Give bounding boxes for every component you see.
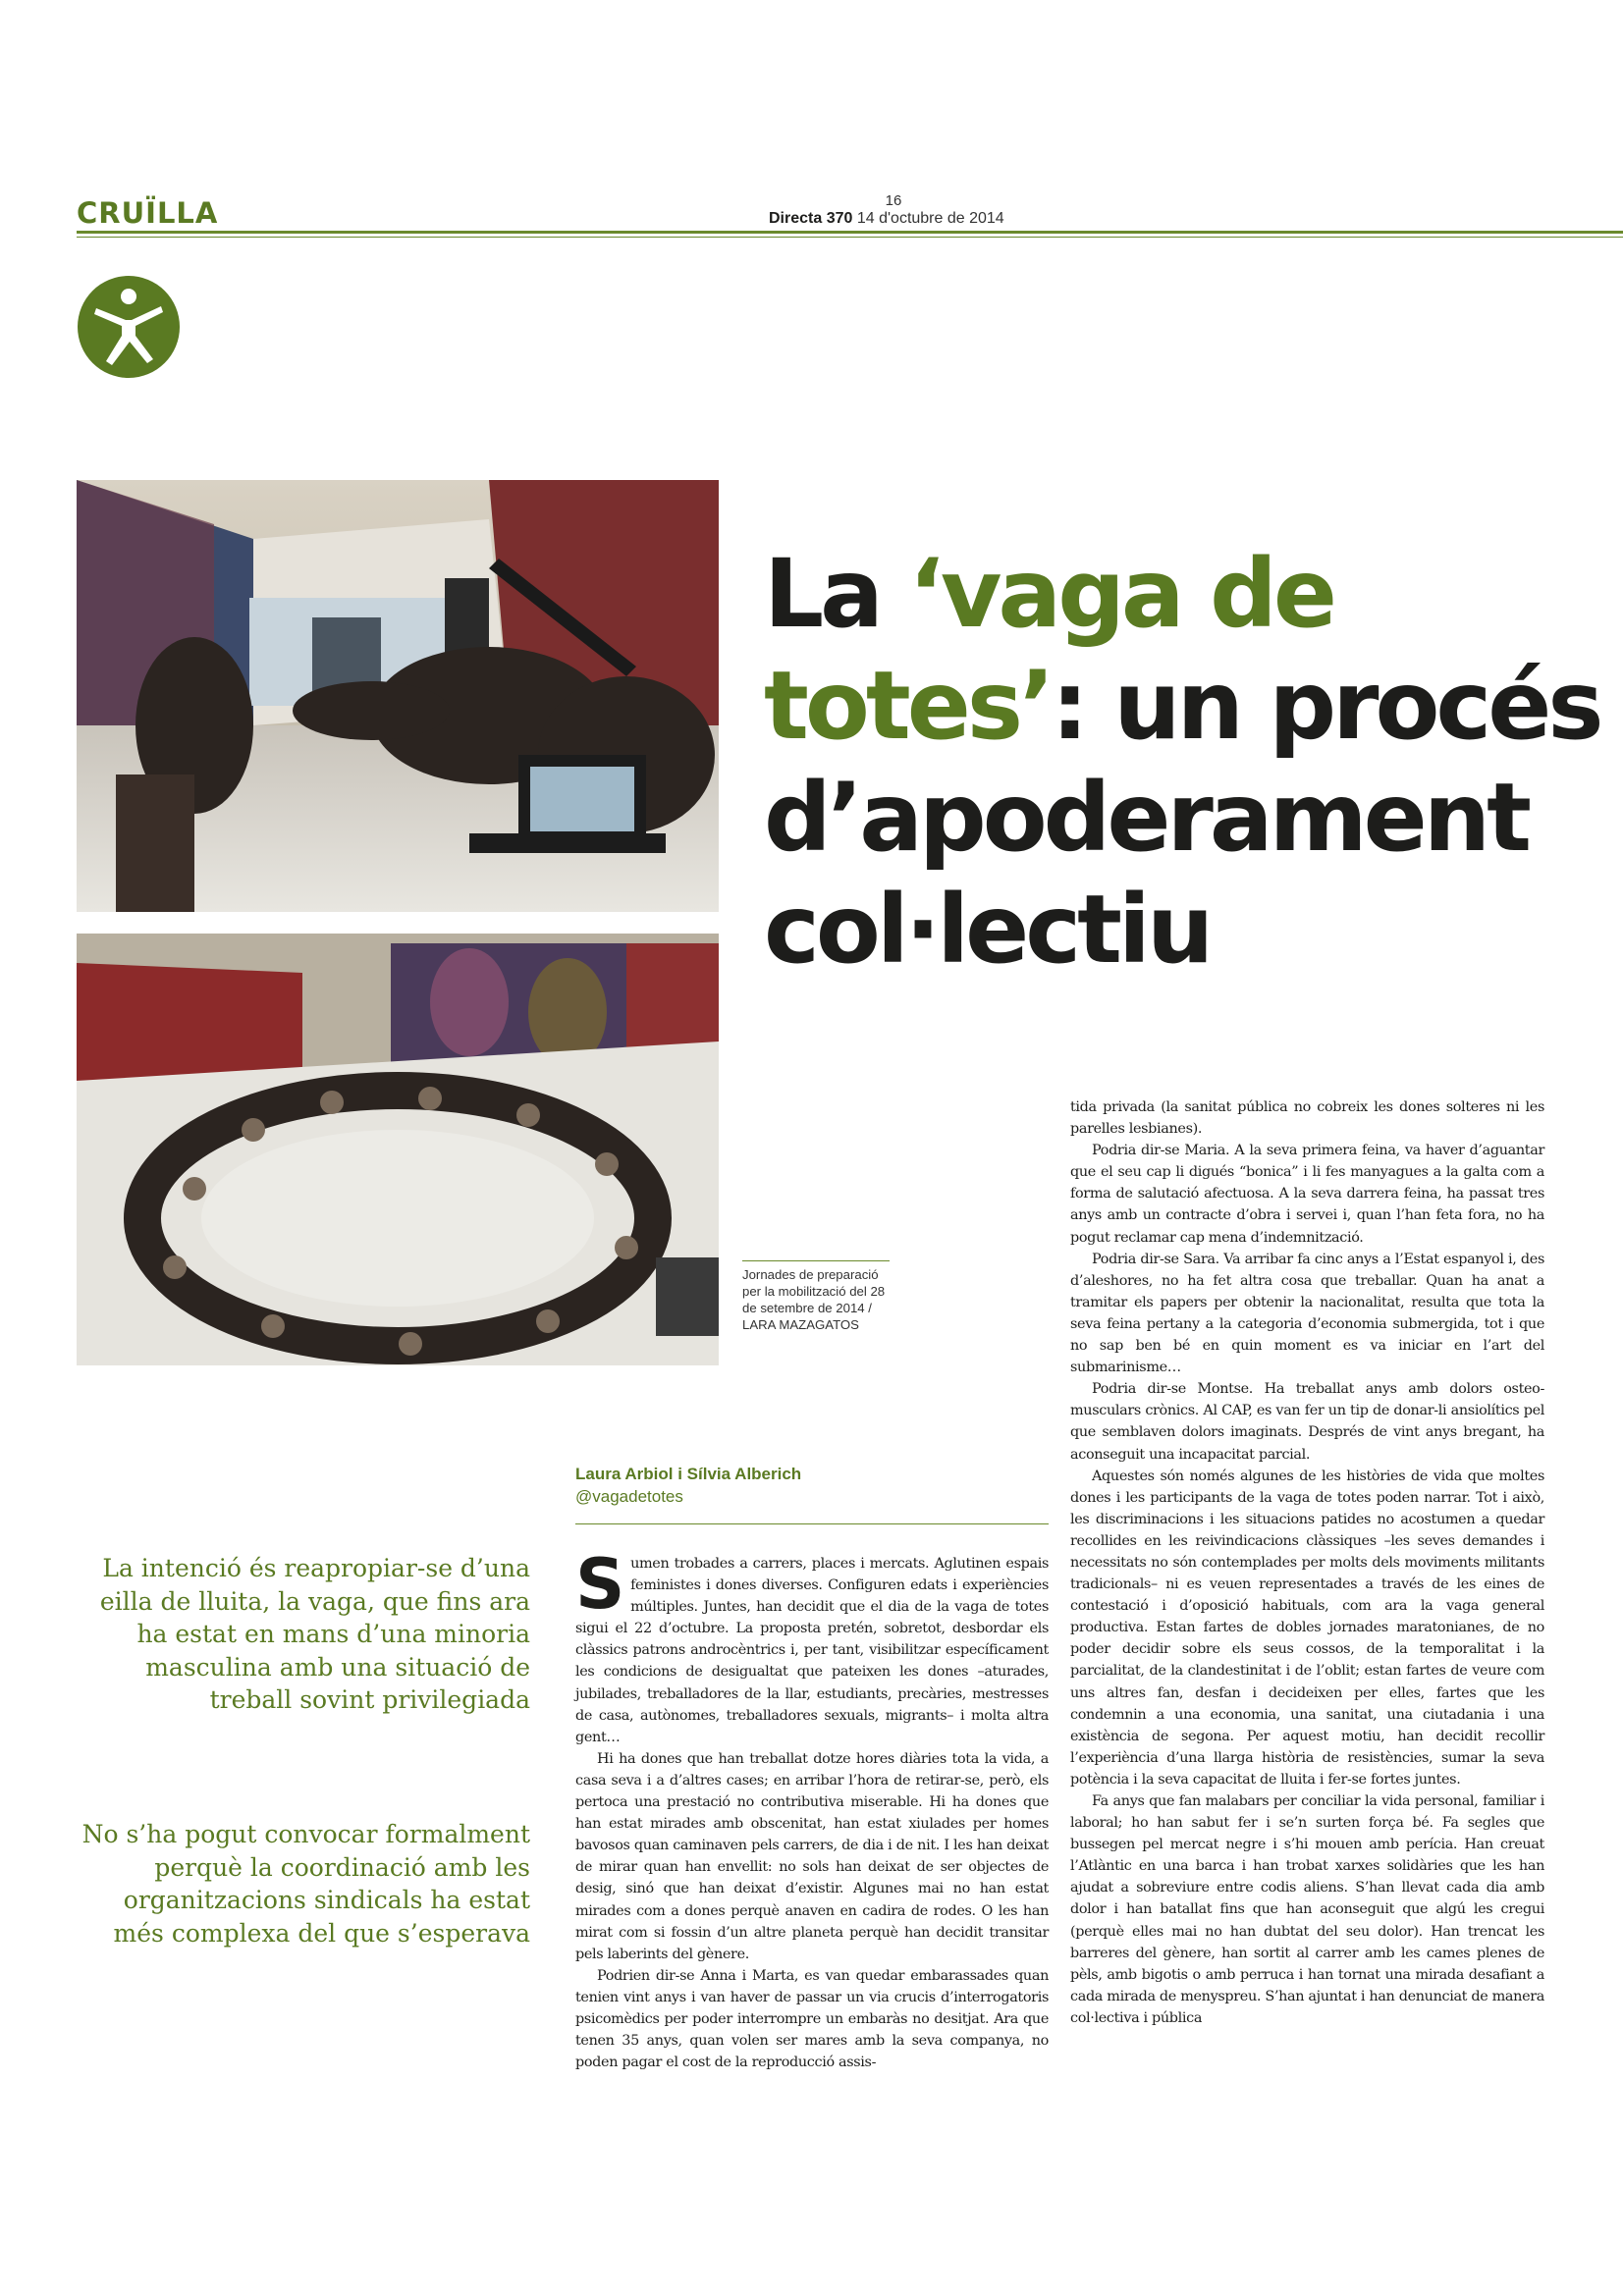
body-paragraph: Podria dir-se Montse. Ha treballat anys amb dolors osteo-musculars crònics. Al CAP, es van fer un tip de donar-li ansiolítics pel que semblaven dolors imaginats. Després de vint anys bregant, ha aconseguit una incapacitat parcial. <box>1070 1381 1544 1463</box>
byline-authors: Laura Arbiol i Sílvia Alberich <box>575 1465 802 1483</box>
section-label: CRUÏLLA <box>77 196 219 230</box>
assembly-screening-photo <box>77 480 719 912</box>
headline-part-1: La <box>764 539 909 649</box>
person-star-icon <box>77 275 181 379</box>
body-paragraph: Podria dir-se Sara. Va arribar fa cinc anys a l’Estat espanyol i, des d’aleshores, no ha fet altra cosa que treballar. Quan ha anat a tramitar els papers per obtenir la nacionalitat, resulta que tota la seva feina pertany a la categoria d’economia submergida, tot i que no sap ben bé en quin moment es va iniciar en l’art del submarinisme… <box>1070 1251 1544 1376</box>
caption-rule <box>742 1260 890 1261</box>
body-paragraph: Podrien dir-se Anna i Marta, es van quedar embarassades quan tenien vint anys i van haver de passar un via crucis d’interrogatoris psicomèdics per poder interrompre un embaràs no desitjat. Ara que tenen 35 anys, quan volen ser mares amb la seva companya, no poden pagar el cost de la reproducció assis- <box>575 1967 1049 2071</box>
page-number: 16 <box>885 192 902 209</box>
byline-handle: @vagadetotes <box>575 1487 683 1506</box>
body-paragraph: Podria dir-se Maria. A la seva primera feina, va haver d’aguantar que el seu cap li digués “bonica” i li fes manyagues a la galta com a forma de salutació afectuosa. A la seva darrera feina, ha passat tres anys amb un contracte d’obra i servei i, quan l’han feta fora, no ha pogut reclamar cap mena d’indemnització. <box>1070 1143 1544 1246</box>
assembly-circle-photo <box>77 934 719 1365</box>
header-rule-thin <box>77 237 1623 238</box>
headline <box>764 538 1623 986</box>
body-paragraph: Fa anys que fan malabars per conciliar la vida personal, familiar i laboral; ho han sabut fer i se’n surten força bé. Fa segles que bussegen pel mercat negre i s’hi mouen amb perícia. Han creuat l’Atlàntic en una barca i han trobat xarxes solidàries que les han ajudat a sobreviure entre codis aliens. S’han llevat cada dia amb dolor i han batallat fins que han aconseguit que algú les cregui (perquè elles mai no han dubtat del seu dolor). Han trencat les barreres del gènere, han sortit al carrer amb les cames plenes de pèls, amb bigotis o amb perruca i han tornat una mirada desafiant a cada mirada de menyspreu. S’han ajuntat i han denunciat de manera col·lectiva i pública <box>1070 1793 1544 2026</box>
pullquote: No s’ha pogut convocar formalment perquè la coordinació amb les organitzacions sindicals ha estat més complexa del que s’esperava <box>81 1820 530 1948</box>
header-rule <box>77 231 1623 234</box>
issue-line <box>769 210 1004 228</box>
publication-name: Directa 370 <box>769 210 853 227</box>
byline-rule <box>575 1523 1049 1524</box>
body-text: umen trobades a carrers, places i mercats. Aglutinen espais feministes i dones diverses. Configuren edats i experiències múltiples. Juntes, han decidit que el dia de la vaga de totes sigui el 22 d’octubre. La proposta pretén, sobretot, desbordar els clàssics patrons androcèntrics i, per tant, visibilitzar específicament les condicions de desigualtat que pateixen les dones –aturades, jubilades, treballadores de la llar, estudiants, precàries, mestresses de casa, autònomes, treballadores sexuals, migrants– i molta altra gent… <box>575 1556 1049 1745</box>
headline-part-3: : un procés d’apoderament col·lectiu <box>764 651 1600 985</box>
drop-cap: S <box>575 1544 625 1625</box>
body-column-1 <box>575 1544 1049 2073</box>
headline-highlight: ‘vaga de totes’ <box>764 539 1333 761</box>
body-column-2 <box>1070 1096 1544 2029</box>
body-paragraph: Aquestes són només algunes de les històries de vida que moltes dones i les participants de la vaga de totes poden narrar. Tot i això, les discriminacions i les situacions patides no acostumen a quedar recollides en les reivindicacions clàssiques –les seves demandes i necessitats no són contemplades per molts dels moviments militants tradicionals– ni es veuen representades a través de les eines de contestació i d’oposició habituals, com ara la vaga general productiva. Estan fartes de dobles jornades maratonianes, de no poder decidir sobre els seus cossos, de la temporalitat i la parcialitat, de la clandestinitat i de l’oblit; estan fartes de veure com uns altres fan, desfan i decideixen per elles, fartes que les condemnin a una economia, una sanitat, una ciutadania i una existència de segona. Per aquest motiu, han decidit recollir l’experiència d’una llarga història de resistències, sumar la seva potència i la seva capacitat de lluita i fer-se fortes juntes. <box>1070 1468 1544 1788</box>
body-paragraph: Hi ha dones que han treballat dotze hores diàries tota la vida, a casa seva i a d’altres cases; en arribar l’hora de retirar-se, però, els pertoca una prestació no contributiva miserable. Hi ha dones que han estat mirades amb obscenitat, han estat xiulades per homes bavosos quan caminaven pels carrers, de dia i de nit. I les han deixat de mirar quan han envellit: no sols han deixat de ser objectes de desig, sinó que han deixat d’existir. Algunes mai no han estat mirades com a dones perquè anaven en cadira de rodes. O les han mirat com si fossin d’un altre planeta perquè han decidit transitar pels laberints del gènere. <box>575 1750 1049 1962</box>
issue-date: 14 d'octubre de 2014 <box>856 210 1004 227</box>
photo-caption: Jornades de preparació per la mobilització del 28 de setembre de 2014 / LARA MAZAGATOS <box>742 1267 886 1332</box>
pullquote: La intenció és reapropiar-se d’una eilla de lluita, la vaga, que fins ara ha estat en mans d’una minoria masculina amb una situació de treball sovint privilegiada <box>99 1554 530 1714</box>
body-paragraph <box>575 1544 1049 1748</box>
body-paragraph: tida privada (la sanitat pública no cobreix les dones solteres ni les parelles lesbianes). <box>1070 1099 1544 1138</box>
